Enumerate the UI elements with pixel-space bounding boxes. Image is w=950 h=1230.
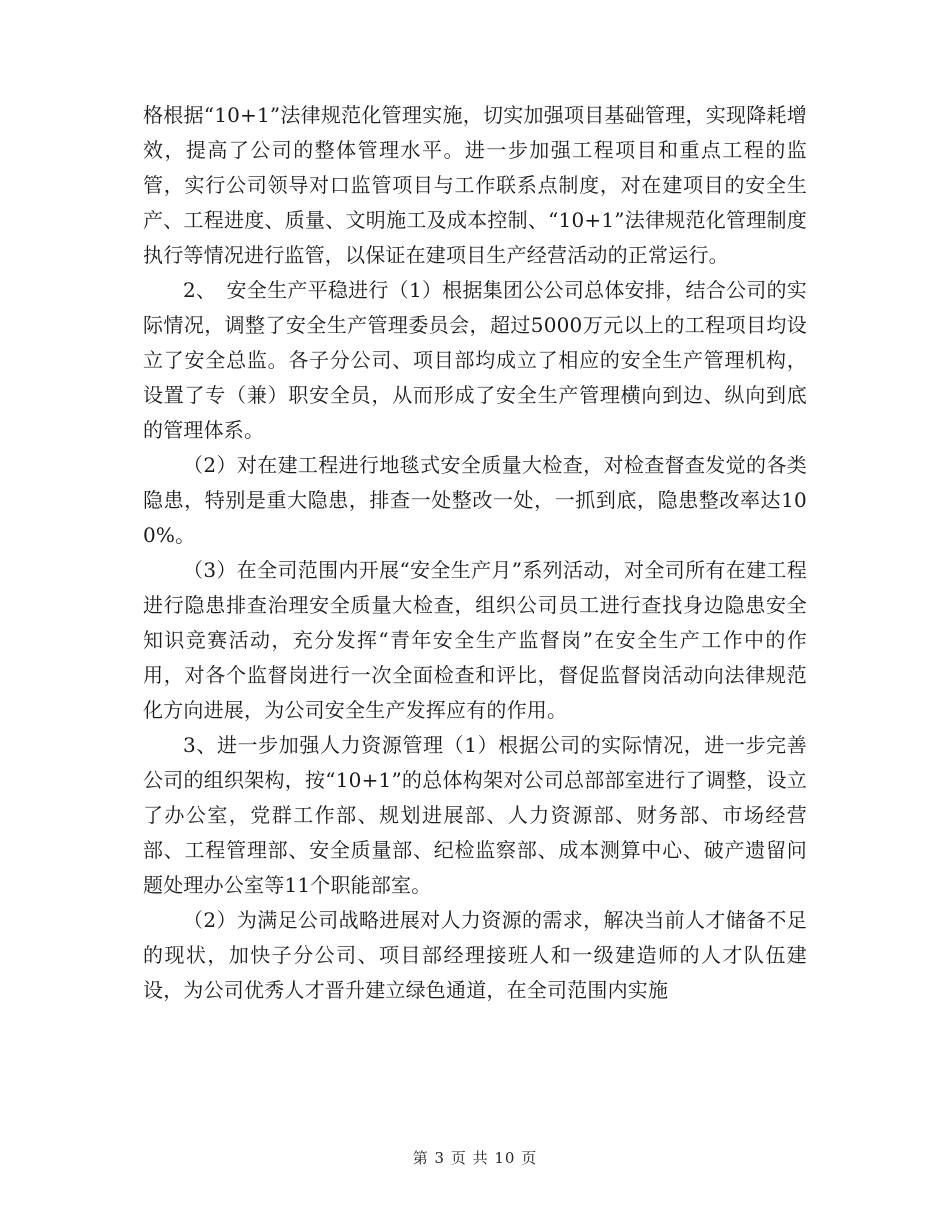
footer-current-page: 3 — [434, 1149, 446, 1167]
paragraph-safety-production: 2、 安全生产平稳进行（1）根据集团公公司总体安排，结合公司的实际情况，调整了安全生产管理委员会，超过5000万元以上的工程项目均设立了安全总监。各子分公司、项目部均成立了相应的安全生产管理机构，设置了专（兼）职安全员，从而形成了安全生产管理横向到边、纵向到底的管理体系。 — [143, 278, 807, 442]
paragraph-talent-strategy: （2）为满足公司战略进展对人力资源的需求，解决当前人才储备不足的现状，加快子分公司、项目部经理接班人和一级建造师的人才队伍建设，为公司优秀人才晋升建立绿色通道，在全司范围内实施 — [143, 908, 807, 1002]
footer-total-pages: 10 — [494, 1149, 516, 1167]
paragraph-safety-inspection: （2）对在建工程进行地毯式安全质量大检查，对检查督查发觉的各类隐患，特别是重大隐患，排查一处整改一处，一抓到底，隐患整改率达100%。 — [143, 453, 807, 547]
paragraph-human-resources: 3、进一步加强人力资源管理（1）根据公司的实际情况，进一步完善公司的组织架构，按“10+1”的总体构架对公司总部部室进行了调整，设立了办公室，党群工作部、规划进展部、人力资源部、财务部、市场经营部、工程管理部、安全质量部、纪检监察部、成本测算中心、破产遗留问题处理办公室等11个职能部室。 — [143, 733, 807, 897]
paragraph-continuation: 格根据“10+1”法律规范化管理实施，切实加强项目基础管理，实现降耗增效，提高了公司的整体管理水平。进一步加强工程项目和重点工程的监管，实行公司领导对口监管项目与工作联系点制度，对在建项目的安全生产、工程进度、质量、文明施工及成本控制、“10+1”法律规范化管理制度执行等情况进行监管，以保证在建项目生产经营活动的正常运行。 — [143, 103, 807, 267]
footer-prefix: 第 — [412, 1149, 429, 1167]
document-body — [143, 98, 807, 1008]
footer-middle: 页 共 — [450, 1149, 489, 1167]
paragraph-safety-month: （3）在全司范围内开展“安全生产月”系列活动，对全司所有在建工程进行隐患排查治理安全质量大检查，组织公司员工进行查找身边隐患安全知识竞赛活动，充分发挥“青年安全生产监督岗”在安全生产工作中的作用，对各个监督岗进行一次全面检查和评比，督促监督岗活动向法律规范化方向进展，为公司安全生产发挥应有的作用。 — [143, 558, 807, 722]
page-footer — [0, 1147, 950, 1168]
footer-suffix: 页 — [521, 1149, 538, 1167]
